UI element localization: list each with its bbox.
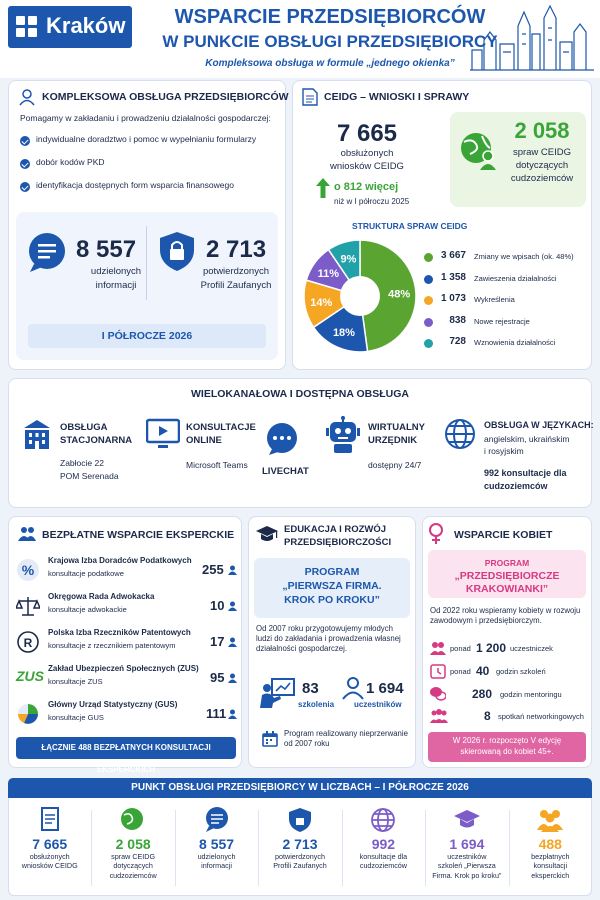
person-icon bbox=[228, 565, 237, 575]
legend-label: Zawieszenia działalności bbox=[474, 273, 557, 283]
user-icon bbox=[18, 88, 36, 106]
stat-informacje-label1: udzielonych bbox=[90, 266, 142, 277]
calendar-icon bbox=[262, 731, 278, 747]
eksperckie-title: BEZPŁATNE WSPARCIE EKSPERCKIE bbox=[42, 529, 235, 541]
legend-value: 3 667 bbox=[440, 250, 466, 261]
ceidg-growth: o 812 więcej bbox=[334, 181, 399, 193]
pie-slice-label: 11% bbox=[317, 267, 340, 280]
ch4-title1: WIRTUALNY bbox=[368, 422, 425, 433]
globe-icon bbox=[444, 418, 476, 450]
ch4-sub: dostępny 24/7 bbox=[368, 460, 422, 470]
ch2-sub: Microsoft Teams bbox=[186, 460, 248, 470]
edukacja-prog3: KROK PO KROKU” bbox=[284, 594, 380, 606]
ceidg-pie-chart bbox=[300, 232, 420, 358]
summary-stat-value: 992 bbox=[371, 836, 396, 852]
building-icon bbox=[22, 418, 52, 450]
logo-text: Kraków bbox=[46, 13, 126, 38]
globe-icon bbox=[342, 806, 425, 836]
legend-item bbox=[424, 293, 594, 311]
zus-logo-icon: ZUS bbox=[16, 668, 44, 684]
kobiety-s4-value: 8 bbox=[484, 709, 491, 723]
summary-stat-label: udzielonych bbox=[197, 852, 236, 861]
bullet-item: identyfikacja dostępnych form wsparcia finansowego bbox=[36, 180, 234, 190]
kobiety-s3-value: 280 bbox=[472, 687, 493, 701]
krakow-logo[interactable] bbox=[8, 6, 132, 48]
legend-label: Nowe rejestracje bbox=[474, 316, 530, 326]
city-skyline-icon bbox=[470, 4, 595, 72]
expert-row bbox=[16, 592, 238, 622]
period-badge: I PÓŁROCZE 2026 bbox=[28, 324, 266, 348]
legend-item bbox=[424, 272, 594, 290]
summary-stat-label: potwierdzonych bbox=[275, 852, 325, 861]
check-icon bbox=[20, 159, 30, 169]
expert-sub: konsultacje adwokackie bbox=[48, 605, 127, 614]
ch5-stat1: 992 konsultacje dla bbox=[484, 468, 567, 478]
ceidg-main-value: 7 665 bbox=[336, 120, 398, 147]
ceidg-pie-legend bbox=[424, 250, 594, 358]
registered-icon bbox=[16, 630, 40, 654]
expert-sub: konsultacje podatkowe bbox=[48, 569, 124, 578]
bullet-item: indywidualne doradztwo i pomoc w wypełnianiu formularzy bbox=[36, 134, 257, 144]
summary-stat-label: Firma. Krok po kroku” bbox=[432, 870, 502, 880]
ch1-title1: OBSŁUGA bbox=[60, 422, 108, 433]
expert-name: Krajowa Izba Doradców Podatkowych bbox=[48, 556, 192, 565]
edukacja-stat1-label: szkolenia bbox=[298, 700, 335, 709]
user-icon bbox=[342, 676, 364, 700]
legend-label: Wznowienia działalności bbox=[474, 338, 556, 347]
summary-stat-label: cudzoziemców bbox=[109, 870, 157, 880]
ch5-stat2: cudzoziemców bbox=[484, 481, 548, 491]
expert-name: Okręgowa Rada Adwokacka bbox=[48, 592, 155, 601]
robot-icon bbox=[326, 416, 360, 454]
clock-icon bbox=[430, 663, 446, 679]
livechat-icon bbox=[264, 422, 300, 456]
page-title: WSPARCIE PRZEDSIĘBIORCÓW bbox=[174, 6, 486, 28]
graduation-cap-icon bbox=[425, 806, 508, 836]
page-subtitle: Kompleksowa obsługa w formule „jednego okienka” bbox=[205, 58, 455, 69]
legend-color-dot bbox=[424, 253, 433, 262]
expert-row bbox=[16, 700, 238, 730]
summary-stat-label: eksperckich bbox=[531, 870, 570, 880]
summary-stat-value: 2 713 bbox=[282, 836, 318, 852]
legend-value: 838 bbox=[449, 314, 466, 326]
monitor-play-icon bbox=[146, 418, 180, 452]
summary-stat-value: 488 bbox=[538, 836, 562, 852]
svg-text:%: % bbox=[21, 562, 35, 578]
summary-stat-value: 1 694 bbox=[449, 836, 485, 852]
logo-squares-icon bbox=[16, 16, 38, 38]
ceidg-title: CEIDG – WNIOSKI I SPRAWY bbox=[324, 91, 470, 103]
expert-row bbox=[16, 664, 238, 694]
legend-item bbox=[424, 315, 594, 333]
summary-stat-label: informacji bbox=[201, 861, 232, 871]
liczby-title: PUNKT OBSŁUGI PRZEDSIĘBIORCY W LICZBACH – I PÓŁROCZE 2026 bbox=[8, 778, 592, 798]
page-title-line2: W PUNKCIE OBSŁUGI PRZEDSIĘBIORCY bbox=[162, 32, 498, 51]
speech-bubbles-icon bbox=[430, 686, 446, 702]
expert-name: Zakład Ubezpieczeń Społecznych (ZUS) bbox=[48, 664, 199, 673]
legend-item bbox=[424, 336, 594, 354]
kobiety-prog1: PROGRAM bbox=[484, 558, 530, 568]
legend-value: 1 073 bbox=[440, 293, 466, 304]
person-icon bbox=[228, 637, 237, 647]
pie-slice-label: 14% bbox=[310, 296, 333, 309]
summary-stat-label: konsultacji bbox=[533, 861, 568, 871]
ch1-title2: STACJONARNA bbox=[60, 435, 133, 446]
legend-value: 1 358 bbox=[440, 271, 466, 283]
ceidg-main-label2: wniosków CEIDG bbox=[330, 161, 404, 172]
ceidg-main-label1: obsłużonych bbox=[340, 148, 394, 159]
stat-informacje-value: 8 557 bbox=[76, 236, 137, 263]
ceidg-foreign-label3: cudzoziemców bbox=[510, 173, 574, 184]
kobiety-s3-label: godzin mentoringu bbox=[500, 690, 562, 699]
document-icon bbox=[8, 806, 91, 836]
chat-bubble-icon bbox=[175, 806, 258, 836]
expert-value: 95 bbox=[210, 670, 225, 685]
people-icon bbox=[18, 525, 36, 543]
stat-informacje-label2: informacji bbox=[95, 280, 137, 291]
divider bbox=[425, 810, 426, 886]
edukacja-title2: PRZEDSIĘBIORCZOŚCI bbox=[284, 537, 392, 548]
wielokanalowa-title: WIELOKANAŁOWA I DOSTĘPNA OBSŁUGA bbox=[191, 388, 409, 400]
scales-icon bbox=[16, 594, 40, 618]
ch5-sub2: i rosyjskim bbox=[484, 446, 524, 456]
edukacja-stat1-value: 83 bbox=[302, 680, 319, 697]
users-icon bbox=[430, 640, 446, 656]
kobiety-s1-pre: ponad bbox=[450, 644, 471, 653]
ceidg-foreign-value: 2 058 bbox=[514, 118, 570, 143]
ch5-sub1: angielskim, ukraińskim bbox=[484, 434, 570, 444]
kobiety-s1-label: uczestniczek bbox=[510, 644, 553, 653]
legend-value: 728 bbox=[449, 336, 466, 347]
edukacja-stat2-label: uczestników bbox=[354, 700, 402, 709]
divider bbox=[91, 810, 92, 886]
expert-value: 17 bbox=[210, 634, 225, 649]
expert-sub: konsultacje GUS bbox=[48, 713, 104, 722]
summary-stat bbox=[258, 804, 341, 894]
expert-row bbox=[16, 556, 238, 586]
expert-sub: konsultacje z rzecznikiem patentowym bbox=[48, 641, 176, 650]
divider bbox=[258, 810, 259, 886]
stat-profile-label1: potwierdzonych bbox=[202, 266, 269, 277]
kobiety-desc: Od 2022 roku wspieramy kobiety w rozwoju zawodowym i przedsiębiorczym. bbox=[430, 606, 581, 626]
summary-stat-label: wniosków CEIDG bbox=[21, 861, 78, 871]
summary-stat bbox=[8, 804, 91, 894]
arrow-up-icon bbox=[316, 178, 330, 198]
kobiety-prog2: „PRZEDSIĘBIORCZE bbox=[454, 570, 560, 582]
summary-stat bbox=[175, 804, 258, 894]
expert-value: 10 bbox=[210, 598, 225, 613]
pie-hole bbox=[340, 276, 380, 316]
liczby-stats-row bbox=[8, 804, 592, 894]
ceidg-growth-note: niż w I półroczu 2025 bbox=[334, 197, 410, 206]
ch5-title: OBSŁUGA W JĘZYKACH: bbox=[484, 420, 594, 430]
edukacja-prog1: PROGRAM bbox=[304, 566, 360, 578]
summary-stat-value: 2 058 bbox=[115, 836, 151, 852]
expert-name: Główny Urząd Statystyczny (GUS) bbox=[48, 700, 178, 709]
summary-stat-label: dotyczących bbox=[113, 861, 153, 871]
summary-stat-label: cudzoziemców bbox=[359, 861, 407, 871]
ceidg-structure-title: STRUKTURA SPRAW CEIDG bbox=[352, 221, 468, 231]
document-icon bbox=[302, 88, 318, 106]
kobiety-s2-value: 40 bbox=[476, 664, 490, 678]
kompleksowa-intro: Pomagamy w zakładaniu i prowadzeniu działalności gospodarczej: bbox=[20, 113, 271, 123]
kobiety-s1-value: 1 200 bbox=[476, 641, 507, 655]
legend-label: Wykreślenia bbox=[474, 295, 515, 304]
group-icon bbox=[430, 708, 448, 724]
kobiety-s4-label: spotkań networkingowych bbox=[498, 712, 584, 721]
summary-stat-value: 8 557 bbox=[199, 836, 235, 852]
summary-stat-label: bezpłatnych bbox=[531, 852, 570, 861]
graduation-cap-icon bbox=[256, 524, 278, 544]
eksperckie-total: ŁĄCZNIE 488 BEZPŁATNYCH KONSULTACJI EKSPERCKICH bbox=[16, 737, 236, 759]
ch4-title2: URZĘDNIK bbox=[368, 435, 418, 446]
ceidg-foreign-label2: dotyczących bbox=[515, 160, 569, 171]
summary-stat bbox=[425, 804, 508, 894]
legend-color-dot bbox=[424, 318, 433, 327]
svg-text:R: R bbox=[23, 636, 33, 650]
edukacja-stat2-value: 1 694 bbox=[366, 680, 404, 697]
edukacja-title1: EDUKACJA I ROZWÓJ bbox=[284, 524, 387, 535]
pie-slice-label: 9% bbox=[340, 253, 357, 266]
summary-stat-value: 7 665 bbox=[32, 836, 68, 852]
divider bbox=[342, 810, 343, 886]
person-icon bbox=[228, 673, 237, 683]
pie-slice-label: 18% bbox=[332, 326, 355, 339]
ceidg-foreign-label1: spraw CEIDG bbox=[512, 147, 572, 158]
chat-bubble-icon bbox=[26, 232, 68, 274]
legend-label: Zmiany we wpisach (ok. 48%) bbox=[474, 252, 574, 261]
people-icon bbox=[509, 806, 592, 836]
kobiety-s2-pre: ponad bbox=[450, 667, 471, 676]
summary-stat-label: konsultacje dla bbox=[359, 852, 408, 861]
expert-value: 111 bbox=[206, 706, 227, 721]
expert-name: Polska Izba Rzeczników Patentowych bbox=[48, 628, 191, 637]
ch3-title: LIVECHAT bbox=[262, 466, 309, 477]
header bbox=[0, 0, 600, 78]
kompleksowa-title: KOMPLEKSOWA OBSŁUGA PRZEDSIĘBIORCÓW bbox=[42, 91, 289, 103]
percent-icon bbox=[16, 558, 40, 582]
divider bbox=[175, 810, 176, 886]
gus-logo-icon bbox=[16, 702, 40, 726]
ch2-title2: ONLINE bbox=[186, 435, 222, 446]
summary-stat bbox=[91, 804, 174, 894]
check-icon bbox=[20, 136, 30, 146]
summary-stat-label: uczestników bbox=[447, 852, 487, 861]
expert-row bbox=[16, 628, 238, 658]
divider bbox=[146, 226, 147, 300]
pie-slice-label: 48% bbox=[388, 288, 411, 301]
stat-profile-label2: Profili Zaufanych bbox=[200, 280, 272, 291]
legend-item bbox=[424, 250, 594, 268]
legend-color-dot bbox=[424, 296, 433, 305]
kobiety-prog3: KRAKOWIANKI” bbox=[465, 583, 549, 595]
legend-color-dot bbox=[424, 339, 433, 348]
summary-stat bbox=[509, 804, 592, 894]
bullet-item: dobór kodów PKD bbox=[36, 157, 105, 167]
female-symbol-icon bbox=[428, 523, 444, 545]
ch2-title1: KONSULTACJE bbox=[186, 422, 256, 433]
kobiety-note: W 2026 r. rozpoczęto V edycję skierowaną do kobiet 45+. bbox=[428, 732, 586, 762]
person-icon bbox=[228, 709, 237, 719]
summary-stat-label: szkoleń „Pierwsza bbox=[437, 861, 496, 871]
summary-stat bbox=[342, 804, 425, 894]
presentation-icon bbox=[260, 678, 296, 710]
edukacja-note: Program realizowany nieprzerwanie od 2007 roku bbox=[284, 729, 408, 749]
expert-sub: konsultacje ZUS bbox=[48, 677, 103, 686]
summary-stat-label: spraw CEIDG bbox=[111, 852, 156, 861]
summary-stat-label: Profili Zaufanych bbox=[273, 861, 327, 871]
stat-profile-value: 2 713 bbox=[206, 236, 267, 263]
check-icon bbox=[20, 182, 30, 192]
ch1-sub2: POM Serenada bbox=[60, 471, 119, 481]
edukacja-prog2: „PIERWSZA FIRMA. bbox=[282, 580, 382, 592]
legend-color-dot bbox=[424, 275, 433, 284]
kobiety-title: WSPARCIE KOBIET bbox=[454, 529, 553, 541]
shield-lock-icon bbox=[258, 806, 341, 836]
summary-stat-label: obsłużonych bbox=[29, 852, 70, 861]
divider bbox=[509, 810, 510, 886]
edukacja-desc: Od 2007 roku przygotowujemy młodych ludzi do zakładania i prowadzenia własnej działalności gospodarczej. bbox=[256, 624, 401, 654]
person-icon bbox=[228, 601, 237, 611]
globe-person-icon bbox=[458, 130, 498, 170]
expert-value: 255 bbox=[202, 562, 224, 577]
kobiety-s2-label: godzin szkoleń bbox=[496, 667, 546, 676]
ch1-sub1: Zabłocie 22 bbox=[60, 458, 104, 468]
globe-person-icon bbox=[91, 806, 174, 836]
